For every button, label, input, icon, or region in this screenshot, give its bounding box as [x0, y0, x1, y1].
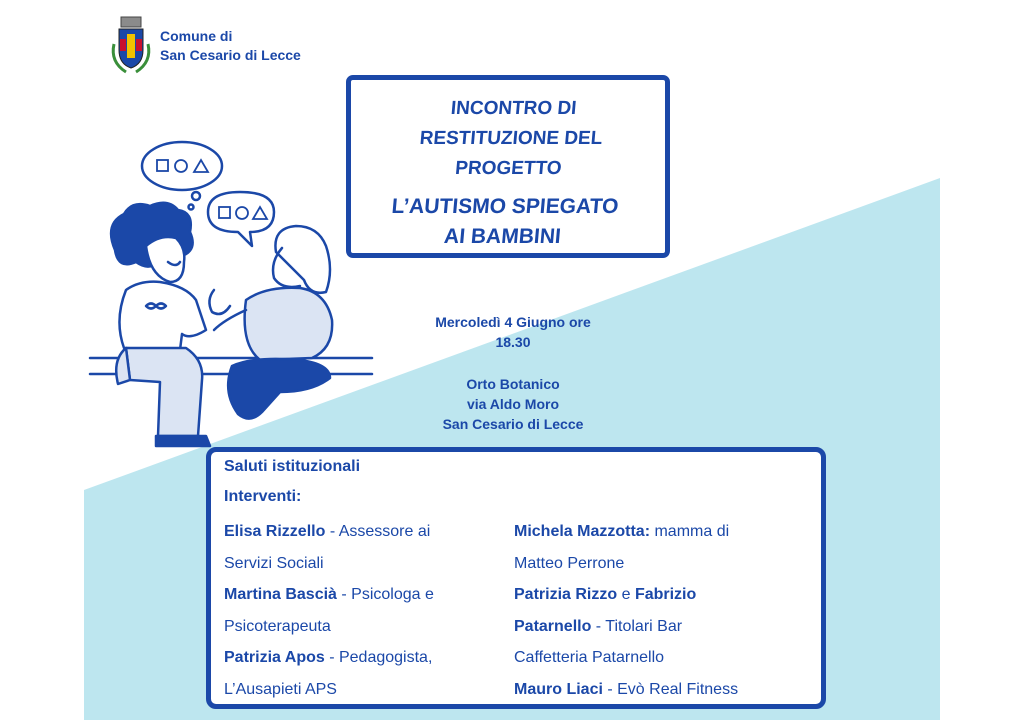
- speaker-line: Caffetteria Patarnello: [514, 649, 665, 666]
- date-line-1: Mercoledì 4 Giugno ore: [435, 314, 591, 330]
- speakers-right-column: [514, 516, 794, 705]
- speaker-line: Mauro Liaci - Evò Real Fitness: [514, 680, 739, 698]
- project-title: [344, 192, 663, 252]
- title-box: [346, 75, 670, 258]
- location-line-1: Orto Botanico: [466, 376, 560, 392]
- speaker-line: Patrizia Rizzo e Fabrizio: [514, 586, 697, 603]
- speaker-line: Michela Mazzotta: mamma di: [514, 523, 730, 540]
- project-title-line-1: L’AUTISMO SPIEGATO: [390, 195, 620, 218]
- title-line-3: PROGETTO: [454, 158, 563, 179]
- speaker-line: Psicoterapeuta: [224, 617, 331, 635]
- program-heading-saluti: Saluti istituzionali: [224, 458, 361, 475]
- speaker-line: Martina Bascià - Psicologa e: [224, 586, 434, 603]
- municipality-line-1: Comune di: [160, 28, 233, 44]
- date-line-2: 18.30: [495, 334, 531, 350]
- speaker-line: Servizi Sociali: [224, 554, 324, 572]
- program-box: [206, 447, 826, 709]
- title-line-1: INCONTRO DI: [449, 98, 578, 119]
- speakers-left-column: [224, 516, 504, 705]
- speaker-line: Patrizia Apos - Pedagogista,: [224, 649, 433, 666]
- event-date: [400, 312, 626, 352]
- title-line-2: RESTITUZIONE DEL: [418, 128, 604, 149]
- speaker-line: Patarnello - Titolari Bar: [514, 617, 683, 635]
- project-title-line-2: AI BAMBINI: [443, 225, 562, 248]
- program-heading-interventi: Interventi:: [224, 488, 302, 505]
- location-line-3: San Cesario di Lecce: [442, 416, 584, 432]
- municipality-name: [160, 27, 301, 65]
- municipal-coat-of-arms-icon: [108, 14, 154, 76]
- municipality-line-2: San Cesario di Lecce: [160, 47, 301, 63]
- speaker-line: L’Ausapieti APS: [224, 680, 337, 698]
- event-location: [400, 374, 626, 434]
- event-title: [344, 94, 672, 252]
- speaker-line: Matteo Perrone: [514, 554, 625, 572]
- speaker-line: Elisa Rizzello - Assessore ai: [224, 523, 431, 540]
- location-line-2: via Aldo Moro: [466, 396, 560, 412]
